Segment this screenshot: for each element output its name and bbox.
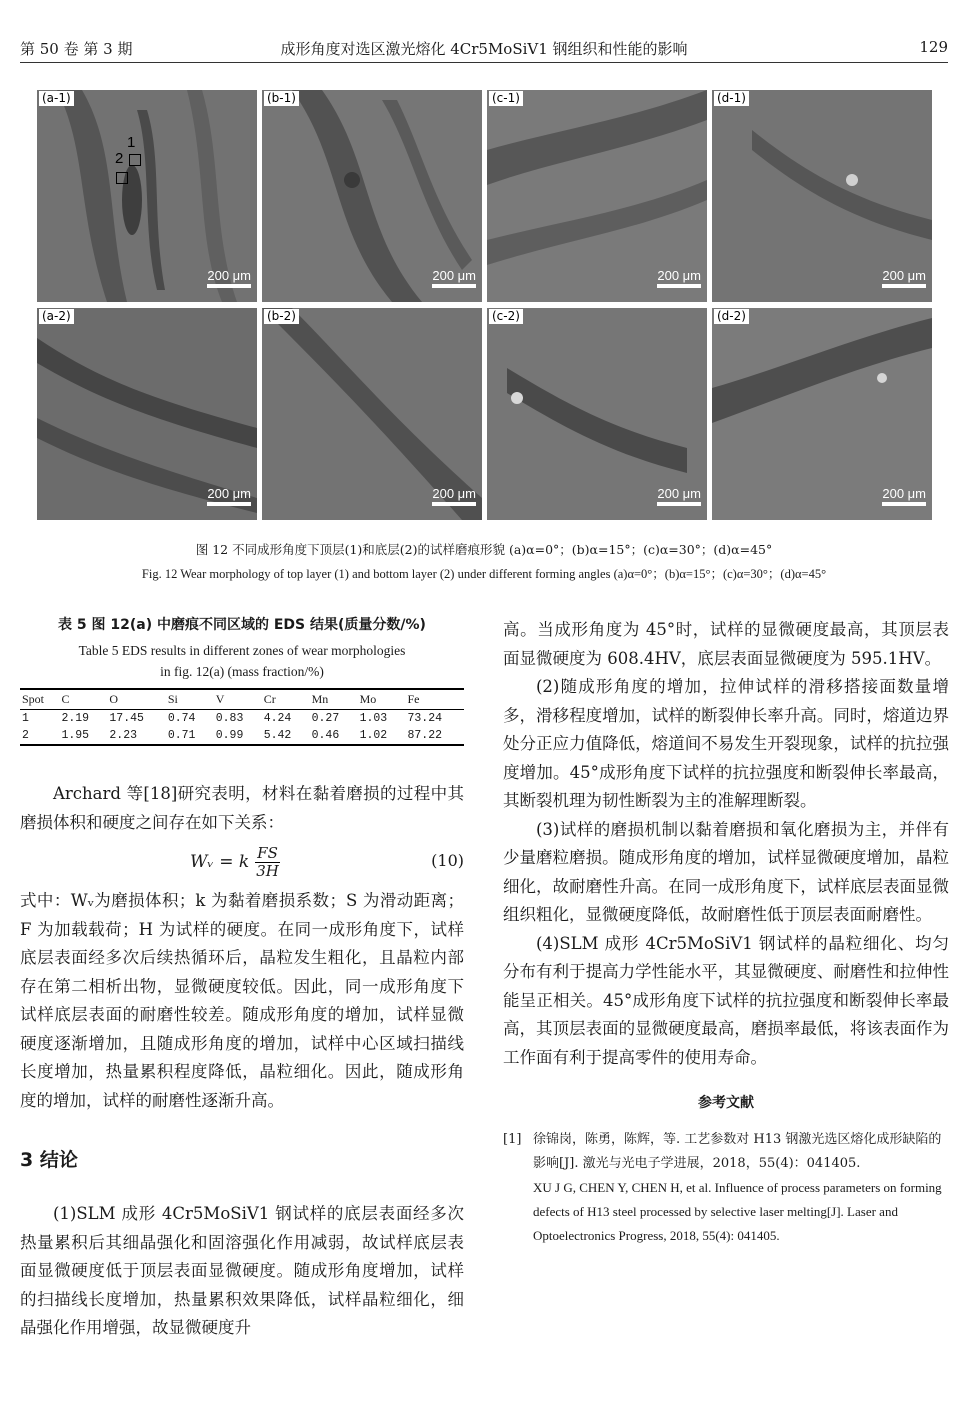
paragraph-definitions: 式中：Wᵥ为磨损体积；k 为黏着磨损系数；S 为滑动距离；F 为加载载荷；H 为试样的硬度。在同一成形角度下，试样底层表面经多次后续热循环后，晶粒发生粗化，且晶粒内部存在第二相析出物，显微硬度较低。因此，同一成形角度下试样底层表面的耐磨性较差。随成形角度的增加，试样显微硬度逐渐增加，且随成形角度的增加，试样中心区域扫描线长度增加，热量累积程度降低，晶粒细化。因此，随成形角度的增加，试样的耐磨性逐渐升高。 — [20, 891, 464, 1110]
col-header: Mo — [358, 689, 406, 710]
table-cell: 4.24 — [263, 712, 292, 725]
page-number: 129 — [919, 38, 948, 56]
col-header: Si — [166, 689, 214, 710]
col-header: Cr — [262, 689, 310, 710]
paragraph-conclusion-2: (2)随成形角度的增加，拉伸试样的滑移搭接面数量增多，滑移程度增加，试样的断裂伸长率升高。同时，熔道边界处分正应力值降低，熔道间不易发生开裂现象，试样的抗拉强度增加。45°成形角度下试样的抗拉强度和断裂伸长率最高，其断裂机理为韧性断裂为主的准解理断裂。 — [503, 677, 949, 810]
panel-label: (a-1) — [39, 91, 74, 106]
panel-label: (a-2) — [39, 309, 74, 324]
col-header: V — [214, 689, 262, 710]
volume-issue: 第 50 卷 第 3 期 — [20, 40, 133, 58]
panel-a1 — [37, 90, 257, 302]
left-column — [20, 614, 464, 1343]
section-heading: 3 结论 — [20, 1149, 78, 1171]
panel-label: (c-1) — [489, 91, 523, 106]
spot-box-2 — [116, 172, 128, 184]
panel-c2 — [487, 308, 707, 520]
scale-bar: 200 μm — [882, 268, 926, 288]
equation-denominator: 3H — [256, 862, 279, 880]
scale-bar: 200 μm — [207, 268, 251, 288]
table-cell: 0.27 — [311, 712, 340, 725]
figure-caption-en: Fig. 12 Wear morphology of top layer (1) and bottom layer (2) under different forming angles (a)α=0°；(b)α=15°；(c)α=30°；(d)α=45° — [141, 567, 827, 581]
reference-text-en: XU J G, CHEN Y, CHEN H, et al. Influence of process parameters on forming defects of H13 steel processed by selective laser melting[J]. Laser and Optoelectronics Progress, 2018, 55(4): 041405. — [533, 1180, 942, 1243]
panel-c1 — [487, 90, 707, 302]
table-cell: 5.42 — [262, 727, 310, 745]
scale-bar: 200 μm — [207, 486, 251, 506]
panel-d1 — [712, 90, 932, 302]
table-cell: 0.99 — [214, 727, 262, 745]
running-title: 成形角度对选区激光熔化 4Cr5MoSiV1 钢组织和性能的影响 — [280, 40, 688, 58]
col-header: Mn — [310, 689, 358, 710]
spot-marker-1: 1 — [127, 134, 136, 151]
equation-lhs: Wᵥ = k — [190, 852, 250, 872]
reference-item — [503, 1128, 949, 1248]
table-cell: 0.83 — [215, 712, 244, 725]
figure-12 — [37, 90, 931, 520]
figure-caption-cn: 图 12 不同成形角度下顶层(1)和底层(2)的试样磨痕形貌 (a)α=0°；(b)α=15°；(c)α=30°；(d)α=45° — [195, 542, 773, 557]
running-header — [20, 38, 948, 63]
table-cell: 87.22 — [406, 727, 465, 745]
table-title-cn: 表 5 图 12(a) 中磨痕不同区域的 EDS 结果(质量分数/%) — [58, 617, 426, 633]
table-cell: 1.02 — [358, 727, 406, 745]
panel-label: (b-1) — [264, 91, 299, 106]
equation-10 — [20, 841, 464, 883]
paragraph-archard: Archard 等[18]研究表明，材料在黏着磨损的过程中其磨损体积和硬度之间存在如下关系： — [20, 784, 464, 832]
reference-text-cn: 徐锦岗，陈勇，陈辉，等. 工艺参数对 H13 钢激光选区熔化成形缺陷的影响[J]. 激光与光电子学进展，2018，55(4)：041405. — [533, 1132, 942, 1171]
paragraph-conclusion-4: (4)SLM 成形 4Cr5MoSiV1 钢试样的晶粒细化、均匀分布有利于提高力学性能水平，其显微硬度、耐磨性和拉伸性能呈正相关。45°成形角度下试样的抗拉强度和断裂伸长率最高，其顶层表面的显微硬度最高，磨损率最低，将该表面作为工作面有利于提高零件的使用寿命。 — [503, 933, 949, 1067]
col-header: C — [59, 689, 107, 710]
panel-label: (d-2) — [714, 309, 749, 324]
table-cell: 2.19 — [61, 712, 90, 725]
scale-bar: 200 μm — [432, 486, 476, 506]
paragraph-continuation: 高。当成形角度为 45°时，试样的显微硬度最高，其顶层表面显微硬度为 608.4HV，底层表面显微硬度为 595.1HV。 — [503, 620, 949, 668]
table-title-en: Table 5 EDS results in different zones of wear morphologies — [78, 643, 406, 658]
scale-bar: 200 μm — [432, 268, 476, 288]
table-cell: 1.95 — [59, 727, 107, 745]
table-cell: 0.71 — [166, 727, 214, 745]
reference-number: [1] — [503, 1132, 522, 1147]
spot-marker-2: 2 — [115, 150, 124, 167]
table-cell: 1.03 — [359, 712, 388, 725]
panel-label: (c-2) — [489, 309, 523, 324]
scale-bar: 200 μm — [882, 486, 926, 506]
panel-d2 — [712, 308, 932, 520]
paragraph-conclusion-3: (3)试样的磨损机制以黏着磨损和氧化磨损为主，并伴有少量磨粒磨损。随成形角度的增加，试样显微硬度增加，晶粒细化，故耐磨性升高。在同一成形角度下，试样底层表面显微组织粗化，显微硬度降低，故耐磨性低于顶层表面耐磨性。 — [503, 819, 949, 924]
table-cell: 17.45 — [109, 712, 144, 725]
table-cell: 2 — [20, 727, 59, 745]
spot-box-1 — [129, 154, 141, 166]
right-column — [503, 616, 949, 1248]
col-header: Fe — [406, 689, 465, 710]
col-header: Spot — [20, 689, 59, 710]
equation-numerator: FS — [257, 844, 278, 862]
scale-bar: 200 μm — [657, 268, 701, 288]
references-heading: 参考文献 — [698, 1095, 754, 1111]
table-row — [20, 727, 464, 745]
eds-table — [20, 688, 464, 746]
table-cell: 73.24 — [407, 712, 443, 725]
col-header: O — [107, 689, 165, 710]
panel-label: (d-1) — [714, 91, 749, 106]
paragraph-conclusion-1: (1)SLM 成形 4Cr5MoSiV1 钢试样的底层表面经多次热量累积后其细晶强化和固溶强化作用减弱，故试样底层表面显微硬度低于顶层表面显微硬度。随成形角度增加，试样的扫描线长度增加，热量累积效果降低，试样晶粒细化，细晶强化作用增强，故显微硬度升 — [20, 1204, 464, 1337]
panel-label: (b-2) — [264, 309, 299, 324]
table-row — [20, 710, 464, 728]
table-cell: 0.74 — [167, 712, 196, 725]
table-cell: 2.23 — [107, 727, 165, 745]
scale-bar: 200 μm — [657, 486, 701, 506]
table-cell: 1 — [22, 712, 29, 725]
panel-b1 — [262, 90, 482, 302]
table-cell: 0.46 — [310, 727, 358, 745]
table-header-row — [20, 689, 464, 710]
table-title-en-2: in fig. 12(a) (mass fraction/%) — [160, 664, 324, 679]
panel-a2 — [37, 308, 257, 520]
equation-number: (10) — [431, 851, 464, 870]
panel-b2 — [262, 308, 482, 520]
